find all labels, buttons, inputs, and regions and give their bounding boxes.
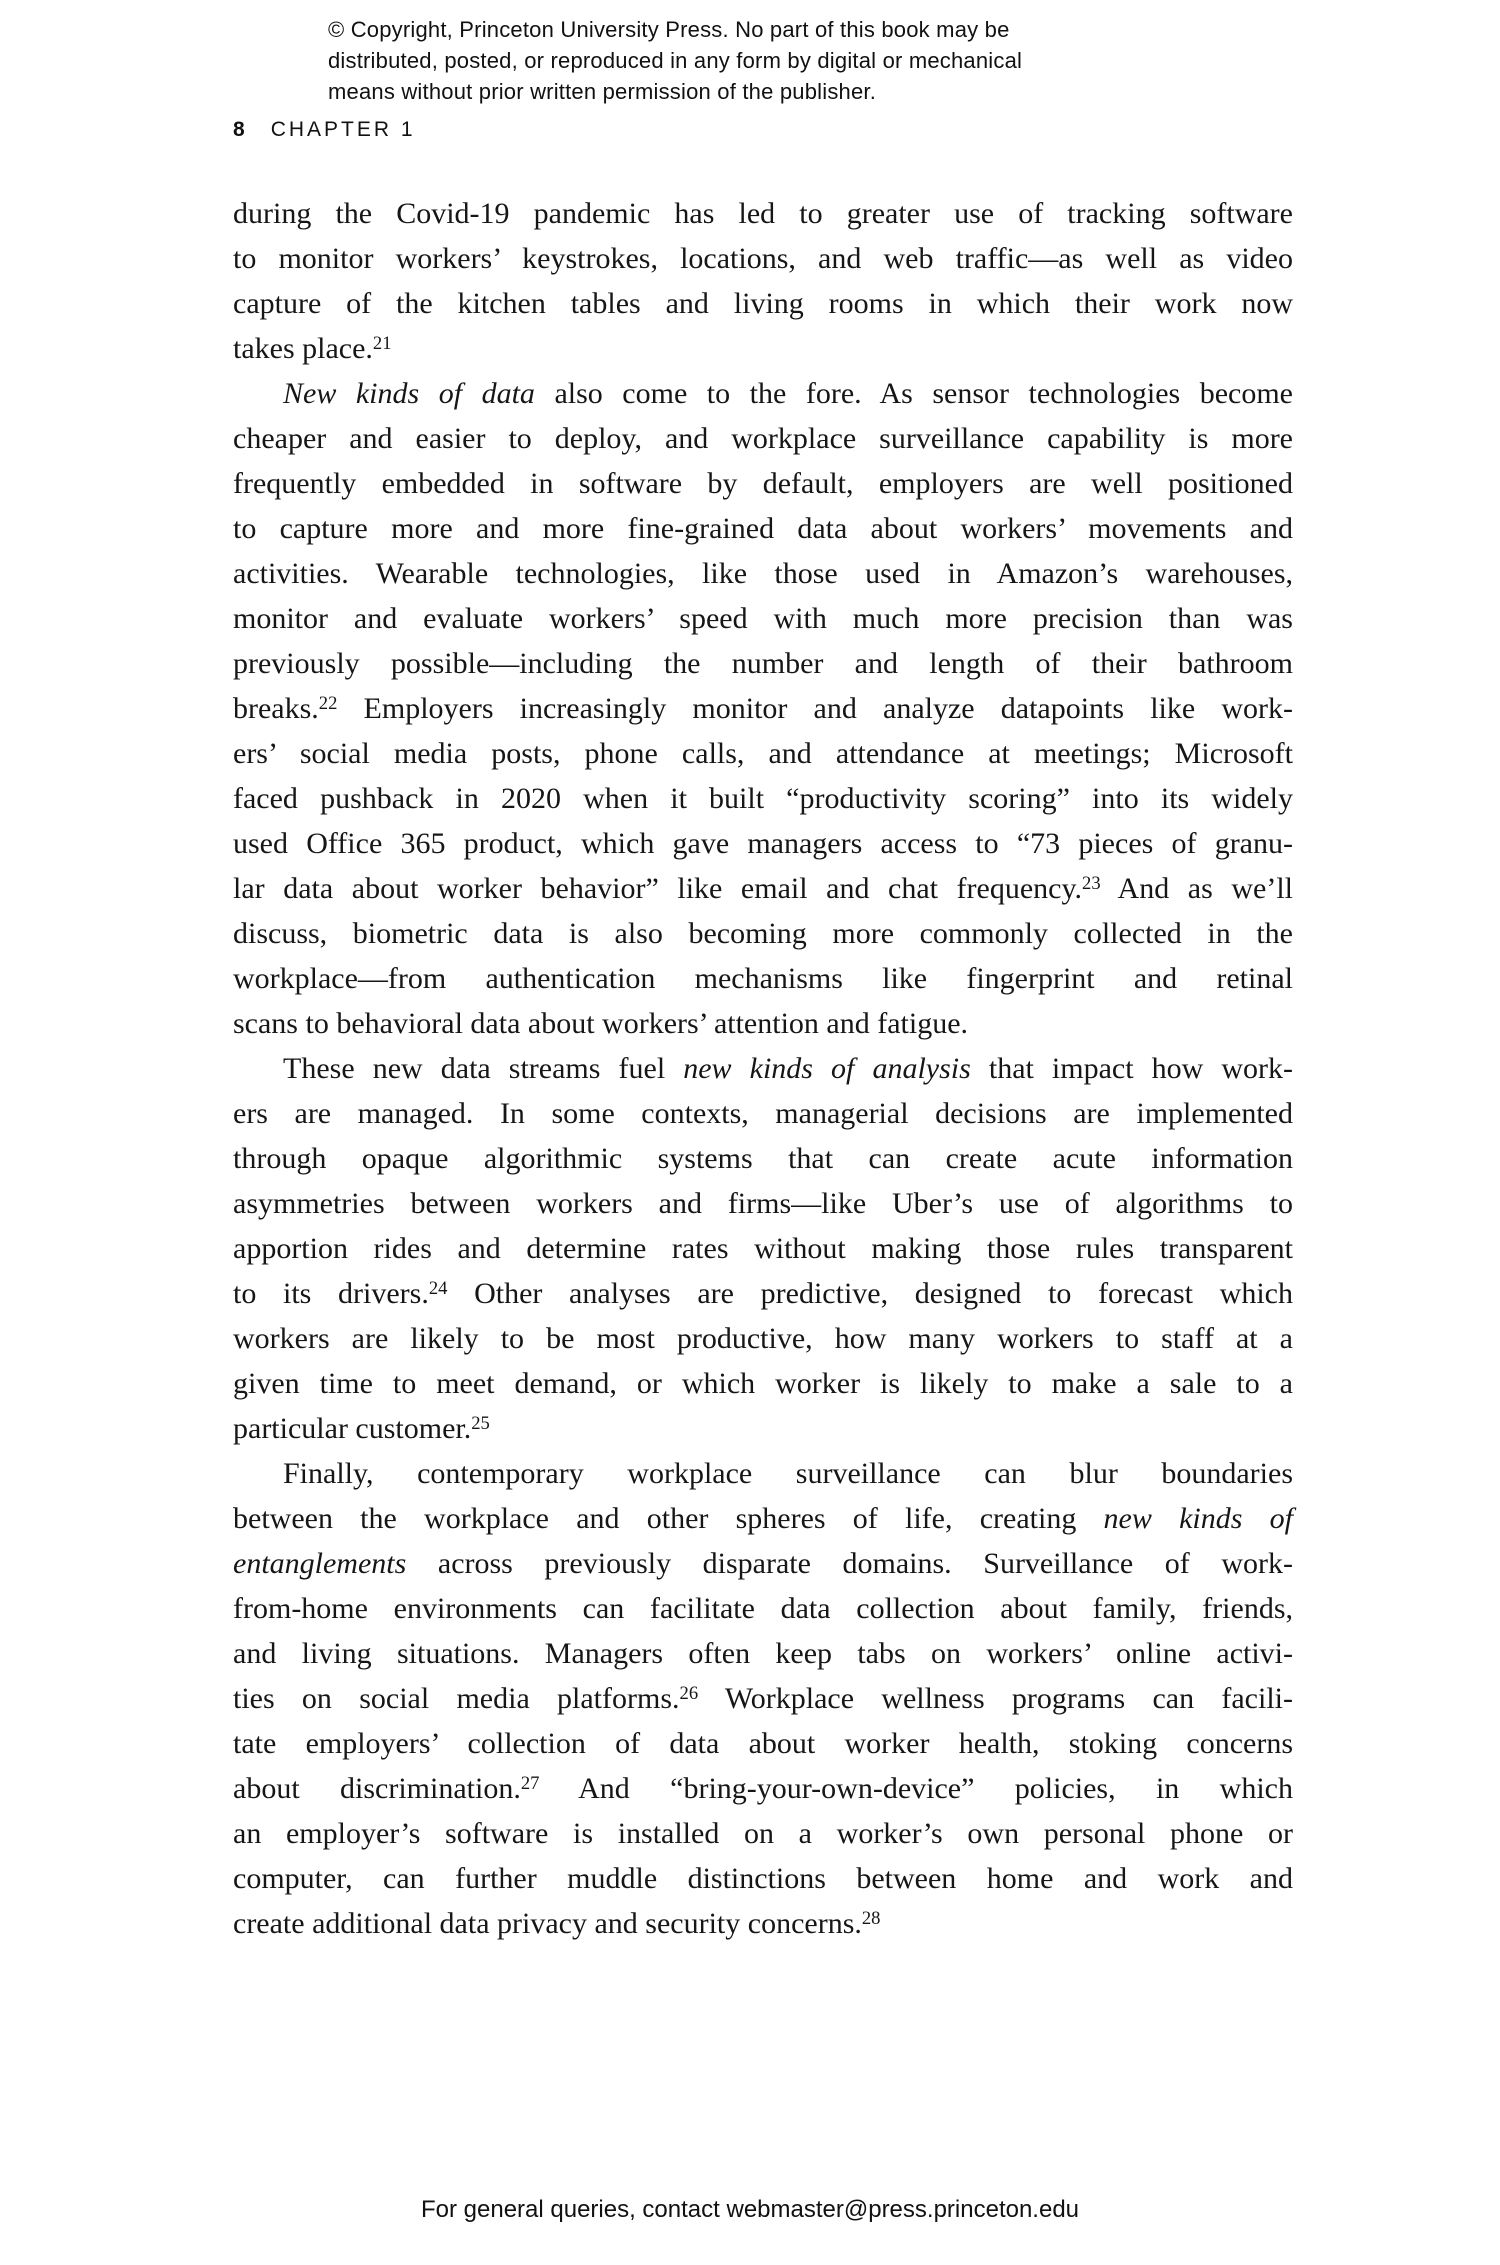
text-run: And “bring-your-own-device” policies, in which xyxy=(539,1772,1293,1805)
footnote-reference: 26 xyxy=(679,1682,699,1704)
text-line xyxy=(233,1721,1293,1766)
page-footer xyxy=(0,2196,1500,2224)
text-line xyxy=(233,1901,1293,1946)
text-line xyxy=(233,506,1293,551)
italic-text-run: entanglements xyxy=(233,1547,407,1580)
text-line xyxy=(233,911,1293,956)
text-line xyxy=(233,1541,1293,1586)
text-run: lar data about worker behavior” like email and chat frequency. xyxy=(233,872,1083,905)
text-line xyxy=(233,1316,1293,1361)
text-run: during the Covid-19 pandemic has led to greater use of tracking software xyxy=(233,197,1293,230)
text-line xyxy=(233,1091,1293,1136)
text-line xyxy=(233,1046,1293,1091)
text-line xyxy=(233,236,1293,281)
text-line xyxy=(233,371,1293,416)
footnote-reference: 27 xyxy=(520,1772,540,1794)
text-run: apportion rides and determine rates without making those rules transparent xyxy=(233,1232,1293,1265)
footnote-reference: 21 xyxy=(372,332,392,354)
footnote-reference: 22 xyxy=(318,692,338,714)
text-run: given time to meet demand, or which worker is likely to make a sale to a xyxy=(233,1367,1293,1400)
text-run: create additional data privacy and security concerns. xyxy=(233,1907,862,1940)
text-line xyxy=(233,956,1293,1001)
text-line xyxy=(233,686,1293,731)
text-run: to monitor workers’ keystrokes, locations, and web traffic—as well as video xyxy=(233,242,1293,275)
text-run: frequently embedded in software by default, employers are well positioned xyxy=(233,467,1293,500)
text-line xyxy=(233,1586,1293,1631)
text-run: an employer’s software is installed on a worker’s own personal phone or xyxy=(233,1817,1293,1850)
text-run: about discrimination. xyxy=(233,1772,521,1805)
text-run: workers are likely to be most productive, how many workers to staff at a xyxy=(233,1322,1293,1355)
text-run: particular customer. xyxy=(233,1412,472,1445)
copyright-line: distributed, posted, or reproduced in any form by digital or mechanical xyxy=(328,48,1023,73)
text-run: to capture more and more fine-grained data about workers’ movements and xyxy=(233,512,1293,545)
text-line xyxy=(233,281,1293,326)
text-line xyxy=(233,1766,1293,1811)
text-run: between the workplace and other spheres of life, creating xyxy=(233,1502,1104,1535)
footnote-reference: 28 xyxy=(861,1907,881,1929)
text-line xyxy=(233,326,1293,371)
text-line xyxy=(233,866,1293,911)
text-line xyxy=(233,1181,1293,1226)
chapter-label: CHAPTER 1 xyxy=(270,118,416,141)
text-line xyxy=(233,1856,1293,1901)
text-line xyxy=(233,1811,1293,1856)
text-line xyxy=(233,1361,1293,1406)
text-line xyxy=(233,1631,1293,1676)
text-run: monitor and evaluate workers’ speed with much more precision than was xyxy=(233,602,1293,635)
text-run: previously possible—including the number and length of their bathroom xyxy=(233,647,1293,680)
text-line xyxy=(233,1451,1293,1496)
paragraph xyxy=(233,1451,1293,1946)
text-line xyxy=(233,1001,1293,1046)
text-run: breaks. xyxy=(233,692,319,725)
paragraph xyxy=(233,371,1293,1046)
text-line xyxy=(233,1496,1293,1541)
text-run: capture of the kitchen tables and living rooms in which their work now xyxy=(233,287,1293,320)
running-head xyxy=(233,118,416,142)
text-line xyxy=(233,731,1293,776)
text-run: Workplace wellness programs can facili- xyxy=(698,1682,1293,1715)
text-line xyxy=(233,776,1293,821)
paragraph xyxy=(233,191,1293,371)
text-line xyxy=(233,1226,1293,1271)
copyright-line: © Copyright, Princeton University Press. No part of this book may be xyxy=(328,17,1010,42)
footer-text: For general queries, contact webmaster@press.princeton.edu xyxy=(420,2196,1080,2223)
text-run: workplace—from authentication mechanisms like fingerprint and retinal xyxy=(233,962,1293,995)
text-run: And as we’ll xyxy=(1100,872,1294,905)
text-run: faced pushback in 2020 when it built “productivity scoring” into its widely xyxy=(233,782,1293,815)
text-line xyxy=(233,596,1293,641)
text-line xyxy=(233,1271,1293,1316)
text-line xyxy=(233,1676,1293,1721)
text-line xyxy=(233,641,1293,686)
text-run: discuss, biometric data is also becoming more commonly collected in the xyxy=(233,917,1293,950)
text-run: from-home environments can facilitate data collection about family, friends, xyxy=(233,1592,1293,1625)
text-run: ties on social media platforms. xyxy=(233,1682,680,1715)
text-run: ers’ social media posts, phone calls, and attendance at meetings; Microsoft xyxy=(233,737,1293,770)
text-run: Finally, contemporary workplace surveillance can blur boundaries xyxy=(283,1457,1293,1490)
text-line xyxy=(233,821,1293,866)
text-line xyxy=(233,191,1293,236)
text-run: These new data streams fuel xyxy=(283,1052,684,1085)
text-run: across previously disparate domains. Surveillance of work- xyxy=(406,1547,1293,1580)
paragraph xyxy=(233,1046,1293,1451)
copyright-line: means without prior written permission of the publisher. xyxy=(328,79,877,104)
text-run: that impact how work- xyxy=(970,1052,1294,1085)
italic-text-run: new kinds of xyxy=(1103,1502,1293,1535)
text-line xyxy=(233,416,1293,461)
text-run: also come to the fore. As sensor technologies become xyxy=(534,377,1293,410)
text-run: used Office 365 product, which gave managers access to “73 pieces of granu- xyxy=(233,827,1293,860)
page-number: 8 xyxy=(233,118,245,141)
text-run: Other analyses are predictive, designed to forecast which xyxy=(447,1277,1293,1310)
text-run: cheaper and easier to deploy, and workplace surveillance capability is more xyxy=(233,422,1293,455)
text-run: through opaque algorithmic systems that can create acute information xyxy=(233,1142,1293,1175)
text-line xyxy=(233,461,1293,506)
footnote-reference: 23 xyxy=(1082,872,1101,894)
italic-text-run: New kinds of data xyxy=(283,377,535,410)
text-run: scans to behavioral data about workers’ attention and fatigue. xyxy=(233,1007,969,1040)
footnote-reference: 25 xyxy=(471,1412,490,1434)
text-run: to its drivers. xyxy=(233,1277,429,1310)
text-run: takes place. xyxy=(233,332,373,365)
text-line xyxy=(233,1406,1293,1451)
copyright-notice xyxy=(328,14,1022,107)
text-run: asymmetries between workers and firms—like Uber’s use of algorithms to xyxy=(233,1187,1293,1220)
text-run: computer, can further muddle distinctions between home and work and xyxy=(233,1862,1293,1895)
footnote-reference: 24 xyxy=(428,1277,448,1299)
text-run: and living situations. Managers often keep tabs on workers’ online activi- xyxy=(233,1637,1293,1670)
text-run: activities. Wearable technologies, like those used in Amazon’s warehouses, xyxy=(233,557,1293,590)
text-run: Employers increasingly monitor and analyze datapoints like work- xyxy=(337,692,1293,725)
text-line xyxy=(233,551,1293,596)
text-line xyxy=(233,1136,1293,1181)
body-text xyxy=(233,191,1293,1946)
text-run: ers are managed. In some contexts, managerial decisions are implemented xyxy=(233,1097,1293,1130)
text-run: tate employers’ collection of data about worker health, stoking concerns xyxy=(233,1727,1293,1760)
italic-text-run: new kinds of analysis xyxy=(683,1052,971,1085)
